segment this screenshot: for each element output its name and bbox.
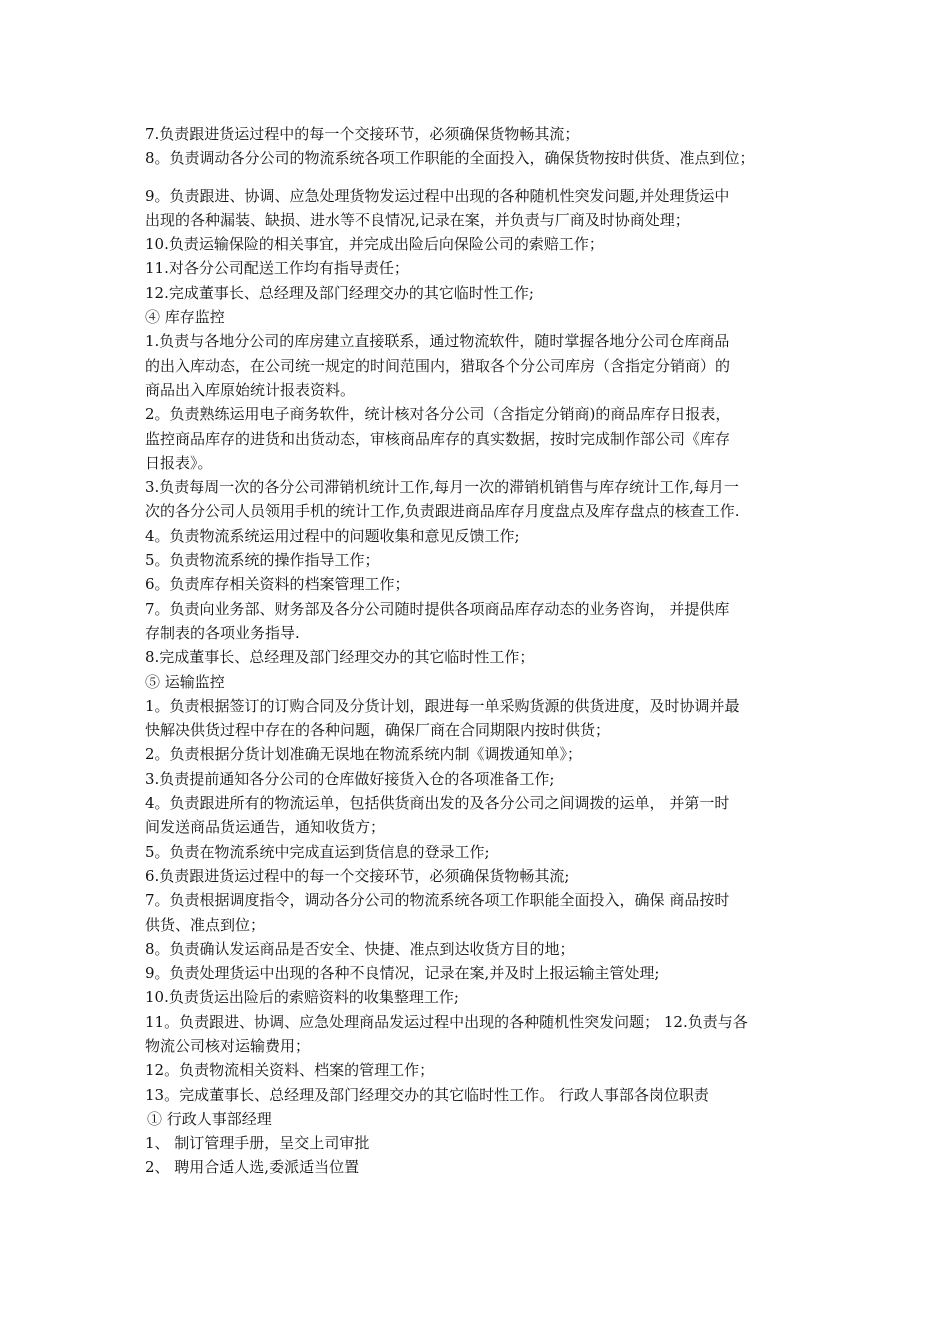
section-heading-inventory: ④ 库存监控 xyxy=(145,308,225,327)
text-line: 7.负责跟进货运过程中的每一个交接环节，必须确保货物畅其流； xyxy=(145,125,580,143)
text-line: 8.完成董事长、总经理及部门经理交办的其它临时性工作； xyxy=(145,648,535,667)
text-line: 1、 制订管理手册，呈交上司审批 xyxy=(145,1134,370,1153)
document-body xyxy=(145,122,815,1180)
text-line: 次的各分公司人员领用手机的统计工作,负责跟进商品库存月度盘点及库存盘点的核查工作. xyxy=(145,502,740,521)
text-line: 10.负责运输保险的相关事宜，并完成出险后向保险公司的索赔工作； xyxy=(145,235,604,254)
text-line: 9。负责跟进、协调、应急处理货物发运过程中出现的各种随机性突发问题,并处理货运中 xyxy=(145,186,730,205)
section-heading-transport: ⑤ 运输监控 xyxy=(145,672,225,691)
text-line: 8。负责调动各分公司的物流系统各项工作职能的全面投入，确保货物按时供货、准点到位； xyxy=(145,149,755,168)
text-line: 10.负责货运出险后的索赔资料的收集整理工作; xyxy=(145,988,459,1007)
section-heading-admin-manager: ① 行政人事部经理 xyxy=(147,1109,272,1128)
text-line: 9。负责处理货运中出现的各种不良情况，记录在案,并及时上报运输主管处理; xyxy=(145,964,660,983)
text-line: 2、 聘用合适人选,委派适当位置 xyxy=(145,1158,360,1177)
text-line: 4。负责物流系统运用过程中的问题收集和意见反馈工作; xyxy=(145,526,520,545)
text-line: 商品出入库原始统计报表资料。 xyxy=(145,380,356,399)
text-line: 6。负责库存相关资料的档案管理工作； xyxy=(145,575,410,594)
text-line: 间发送商品货运通告，通知收货方； xyxy=(145,818,386,837)
text-line: 11.对各分公司配送工作均有指导责任； xyxy=(145,259,409,278)
text-line: 5。负责在物流系统中完成直运到货信息的登录工作; xyxy=(145,842,490,861)
text-line: 6.负责跟进货运过程中的每一个交接环节，必须确保货物畅其流; xyxy=(145,866,570,885)
text-line: 12。负责物流相关资料、档案的管理工作； xyxy=(145,1061,435,1080)
text-line: 11。负责跟进、协调、应急处理商品发运过程中出现的各种随机性突发问题； 12.负责与各 xyxy=(145,1012,748,1031)
text-line: 供货、准点到位； xyxy=(145,915,266,934)
text-line: 4。负责跟进所有的物流运单，包括供货商出发的及各分公司之间调拨的运单， 并第一时 xyxy=(145,794,730,813)
text-line: 8。负责确认发运商品是否安全、快捷、准点到达收货方目的地； xyxy=(145,939,575,958)
text-line: 7。负责向业务部、财务部及各分公司随时提供各项商品库存动态的业务咨询， 并提供库 xyxy=(145,599,730,618)
text-line: 出现的各种漏装、缺损、进水等不良情况,记录在案，并负责与厂商及时协商处理； xyxy=(145,210,690,229)
text-line: 日报表》。 xyxy=(145,453,213,472)
text-line: 快解决供货过程中存在的各种问题，确保厂商在合同期限内按时供货； xyxy=(145,721,611,740)
text-line: 2。负责熟练运用电子商务软件，统计核对各分公司（含指定分销商)的商品库存日报表， xyxy=(145,405,731,424)
text-line: 3.负责提前通知各分公司的仓库做好接货入仓的各项准备工作; xyxy=(145,769,555,788)
text-line: 2。负责根据分货计划准确无误地在物流系统内制《调拨通知单》； xyxy=(145,745,583,764)
text-line: 3.负责每周一次的各分公司滞销机统计工作,每月一次的滞销机销售与库存统计工作,每月一 xyxy=(145,478,739,497)
text-line: 1。负责根据签订的订购合同及分货计划，跟进每一单采购货源的供货进度，及时协调并最 xyxy=(145,696,740,715)
text-line: 5。负责物流系统的操作指导工作； xyxy=(145,551,380,570)
text-line: 1.负责与各地分公司的库房建立直接联系，通过物流软件，随时掌握各地分公司仓库商品 xyxy=(145,332,730,351)
text-line: 存制表的各项业务指导. xyxy=(145,623,300,642)
text-line: 7。负责根据调度指令，调动各分公司的物流系统各项工作职能全面投入，确保 商品按时 xyxy=(145,891,730,910)
text-line: 物流公司核对运输费用； xyxy=(145,1036,311,1055)
text-line: 13。完成董事长、总经理及部门经理交办的其它临时性工作。 行政人事部各岗位职责 xyxy=(145,1085,709,1104)
text-line: 监控商品库存的进货和出货动态，审核商品库存的真实数据，按时完成制作部公司《库存 xyxy=(145,429,731,448)
text-line: 的出入库动态，在公司统一规定的时间范围内，猎取各个分公司库房（含指定分销商）的 xyxy=(145,356,731,375)
text-line: 12.完成董事长、总经理及部门经理交办的其它临时性工作; xyxy=(145,283,534,302)
